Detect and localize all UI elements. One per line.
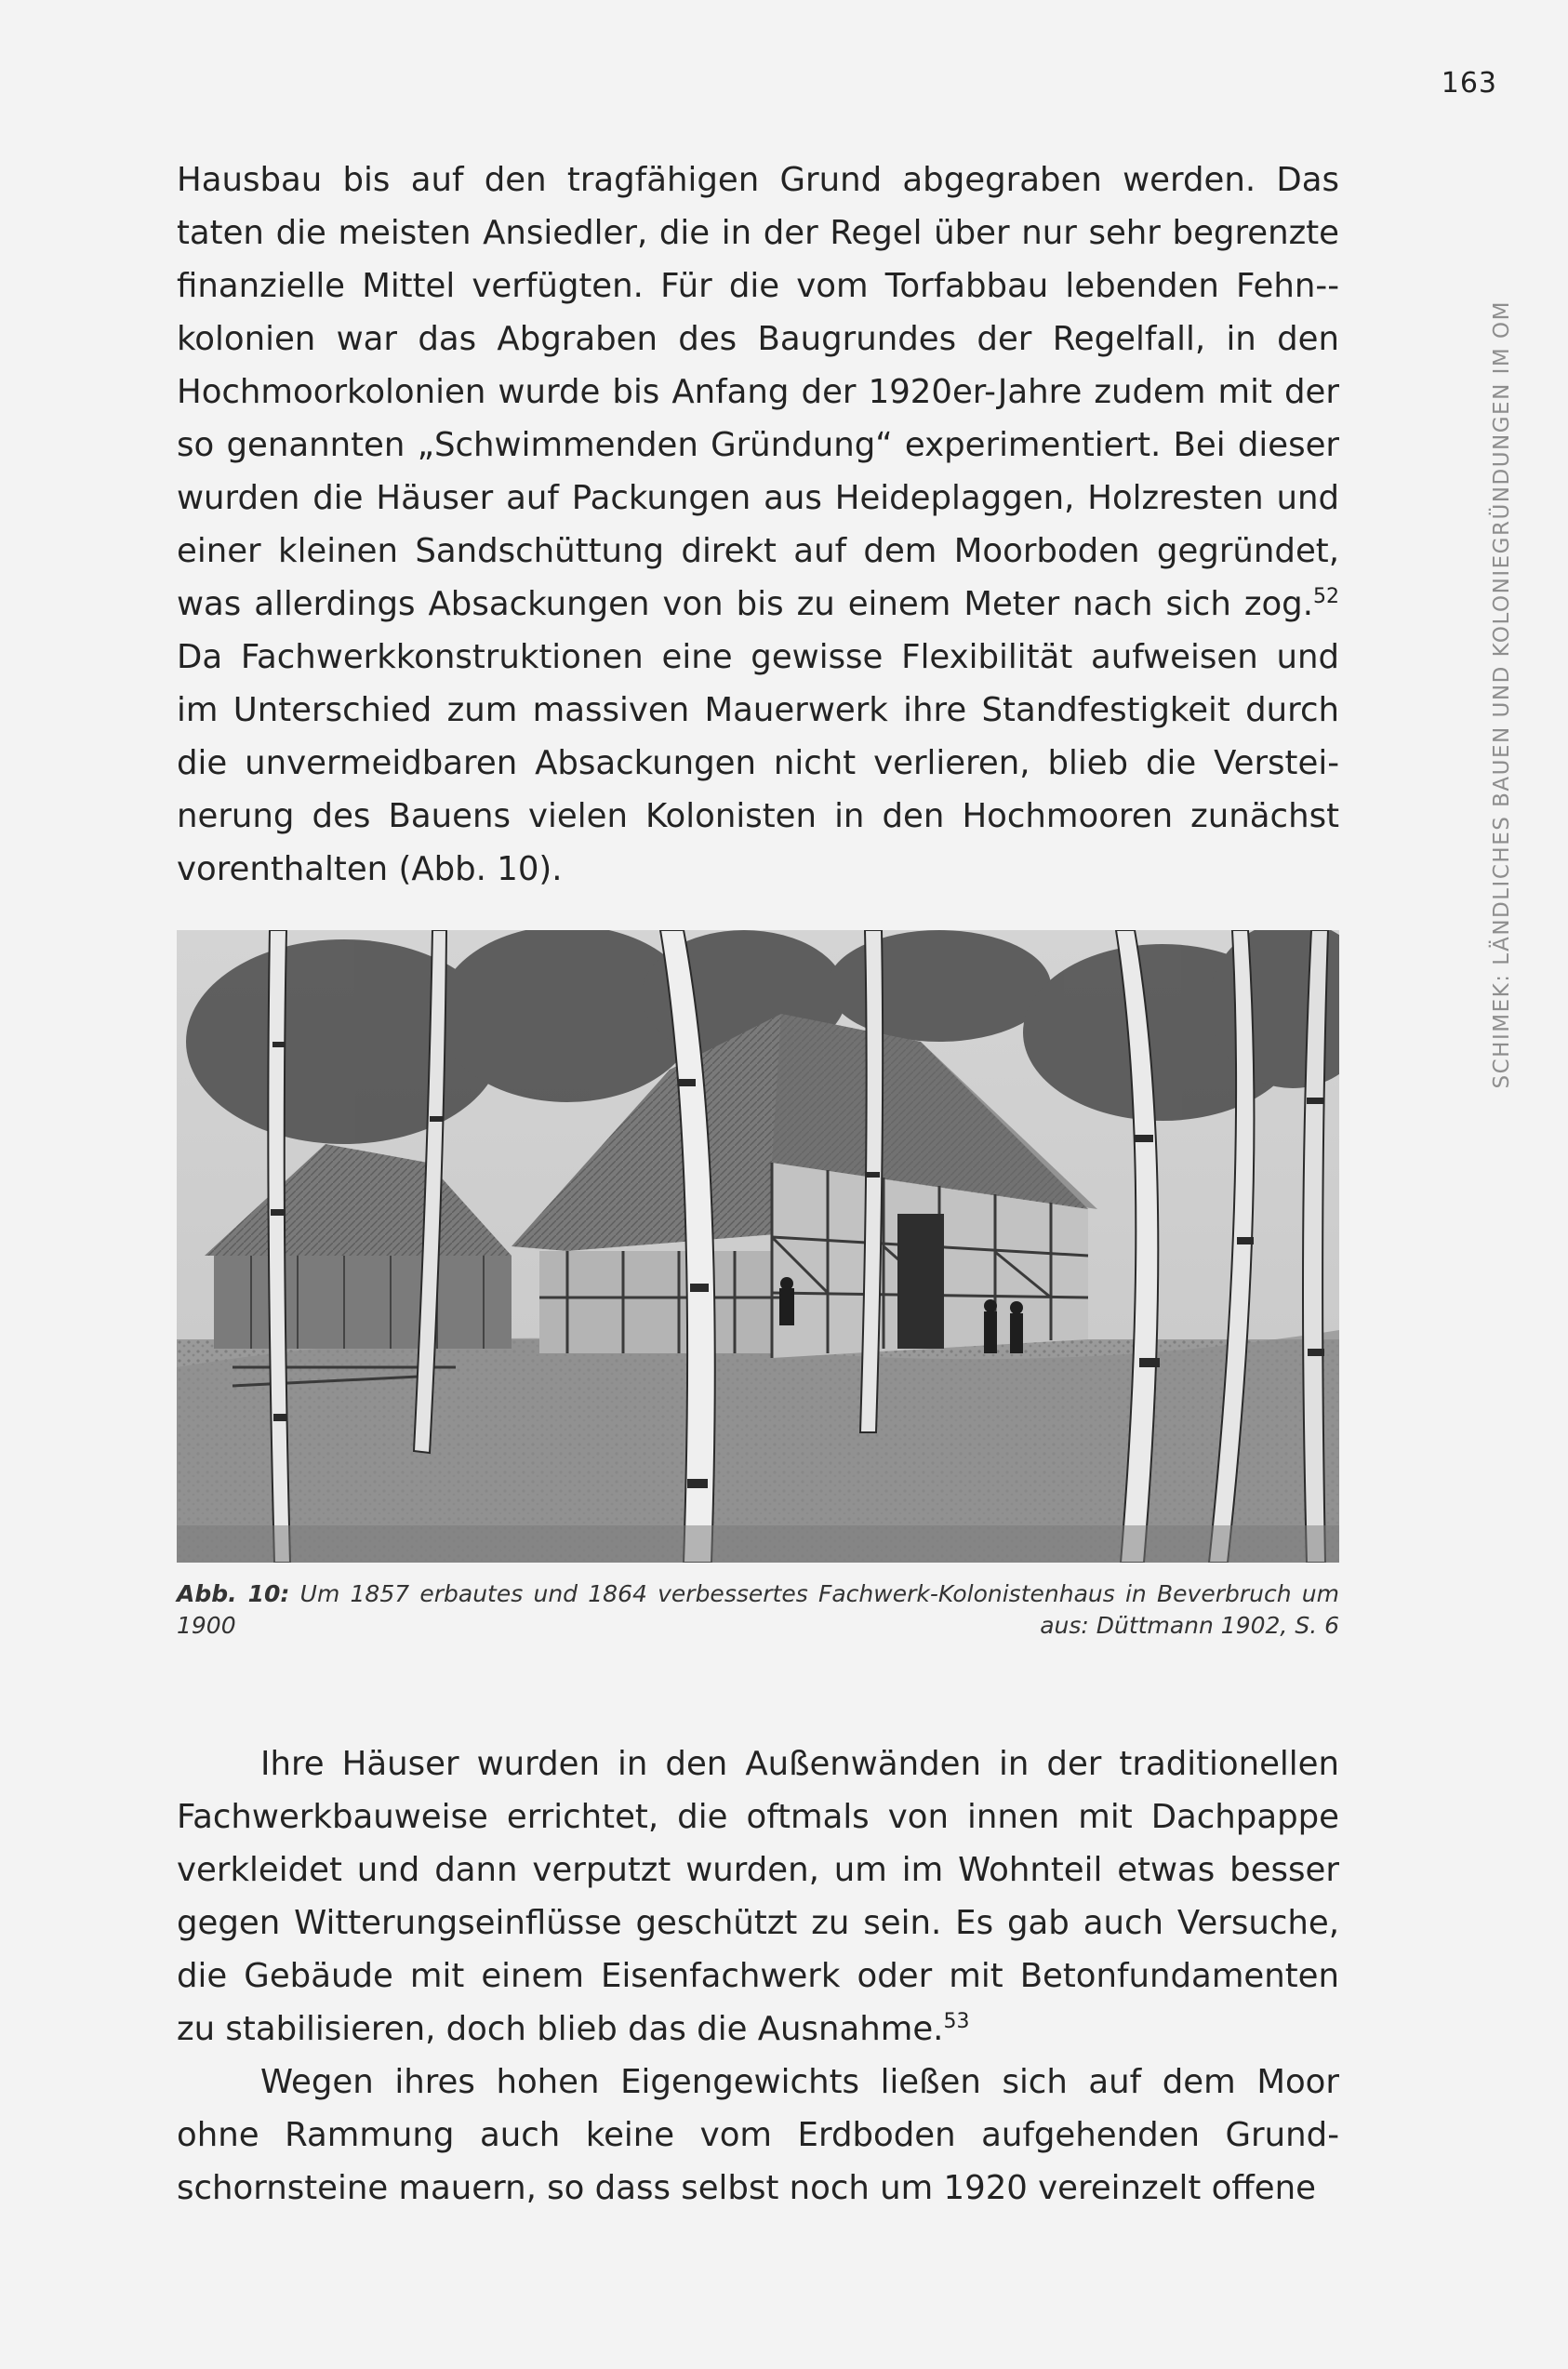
figure-caption-line2: [177, 1610, 1339, 1642]
figure-caption-text: Um 1857 erbautes und 1864 verbessertes Fachwerk-Kolonistenhaus in Beverbruch um: [299, 1580, 1339, 1607]
page-number: 163: [1441, 67, 1497, 100]
colonist-house-illustration: [177, 930, 1339, 1563]
paragraph-text: Wegen ihres hohen Eigengewichts ließen sich auf dem Moor ohne Rammung auch keine vom Erdboden aufgehenden Grundschornsteine mauern, so dass selbst noch um 1920 vereinzelt offene: [177, 2063, 1339, 2207]
paragraph: [177, 2056, 1339, 2215]
body-text-bottom: [177, 1737, 1339, 2215]
footnote-ref-52[interactable]: 52: [1313, 585, 1339, 609]
figure-caption-source: aus: Düttmann 1902, S. 6: [1040, 1612, 1339, 1639]
figure-caption-label: Abb. 10:: [177, 1580, 290, 1607]
footnote-ref-53[interactable]: 53: [943, 2010, 970, 2034]
paragraph-text: Ihre Häuser wurden in den Außenwänden in der traditionellen Fachwerkbauweise errichtet, die oftmals von innen mit Dachpappe verkleidet und dann verputzt wurden, um im Wohnteil etwas besser gegen Witterungseinflüsse geschützt zu sein. Es gab auch Versuche, die Gebäude mit einem Eisenfachwerk oder mit Betonfundamenten zu stabilisieren, doch blieb das die Ausnahme.: [177, 1745, 1339, 2048]
running-header-text: SCHIMEK: LÄNDLICHES BAUEN UND KOLONIEGRÜNDUNGEN IM OM: [1490, 299, 1514, 1088]
paragraph: [177, 1737, 1339, 2056]
figure-caption-year: 1900: [177, 1612, 236, 1639]
paragraph-text-continued: Da Fachwerkkonstruktionen eine gewisse Flexibilität aufweisen und im Unterschied zum massiven Mauerwerk ihre Standfestigkeit durch die unvermeidbaren Absackungen nicht verlieren, blieb die Versteinerung des Bauens vielen Kolonisten in den Hochmooren zunächst vorenthalten (Abb. 10).: [177, 638, 1339, 888]
running-header: [1483, 158, 1521, 1088]
paragraph: [177, 153, 1339, 896]
figure-photo: [177, 930, 1339, 1563]
paragraph-text: Hausbau bis auf den tragfähigen Grund abgegraben werden. Das taten die meisten Ansiedler, die in der Regel über nur sehr begrenzte finanzielle Mittel verfügten. Für die vom Torfabbau lebenden Fehn-kolonien war das Abgraben des Baugrundes der Regelfall, in den Hochmoorkolonien wurde bis Anfang der 1920er-Jahre zudem mit der so genannten „Schwimmenden Gründung“ experimentiert. Bei dieser wurden die Häuser auf Packungen aus Heideplaggen, Holzresten und einer kleinen Sandschüttung direkt auf dem Moorboden gegründet, was allerdings Absackungen von bis zu einem Meter nach sich zog.: [177, 161, 1339, 623]
figure-caption: [177, 1578, 1339, 1610]
body-text-top: [177, 153, 1339, 896]
